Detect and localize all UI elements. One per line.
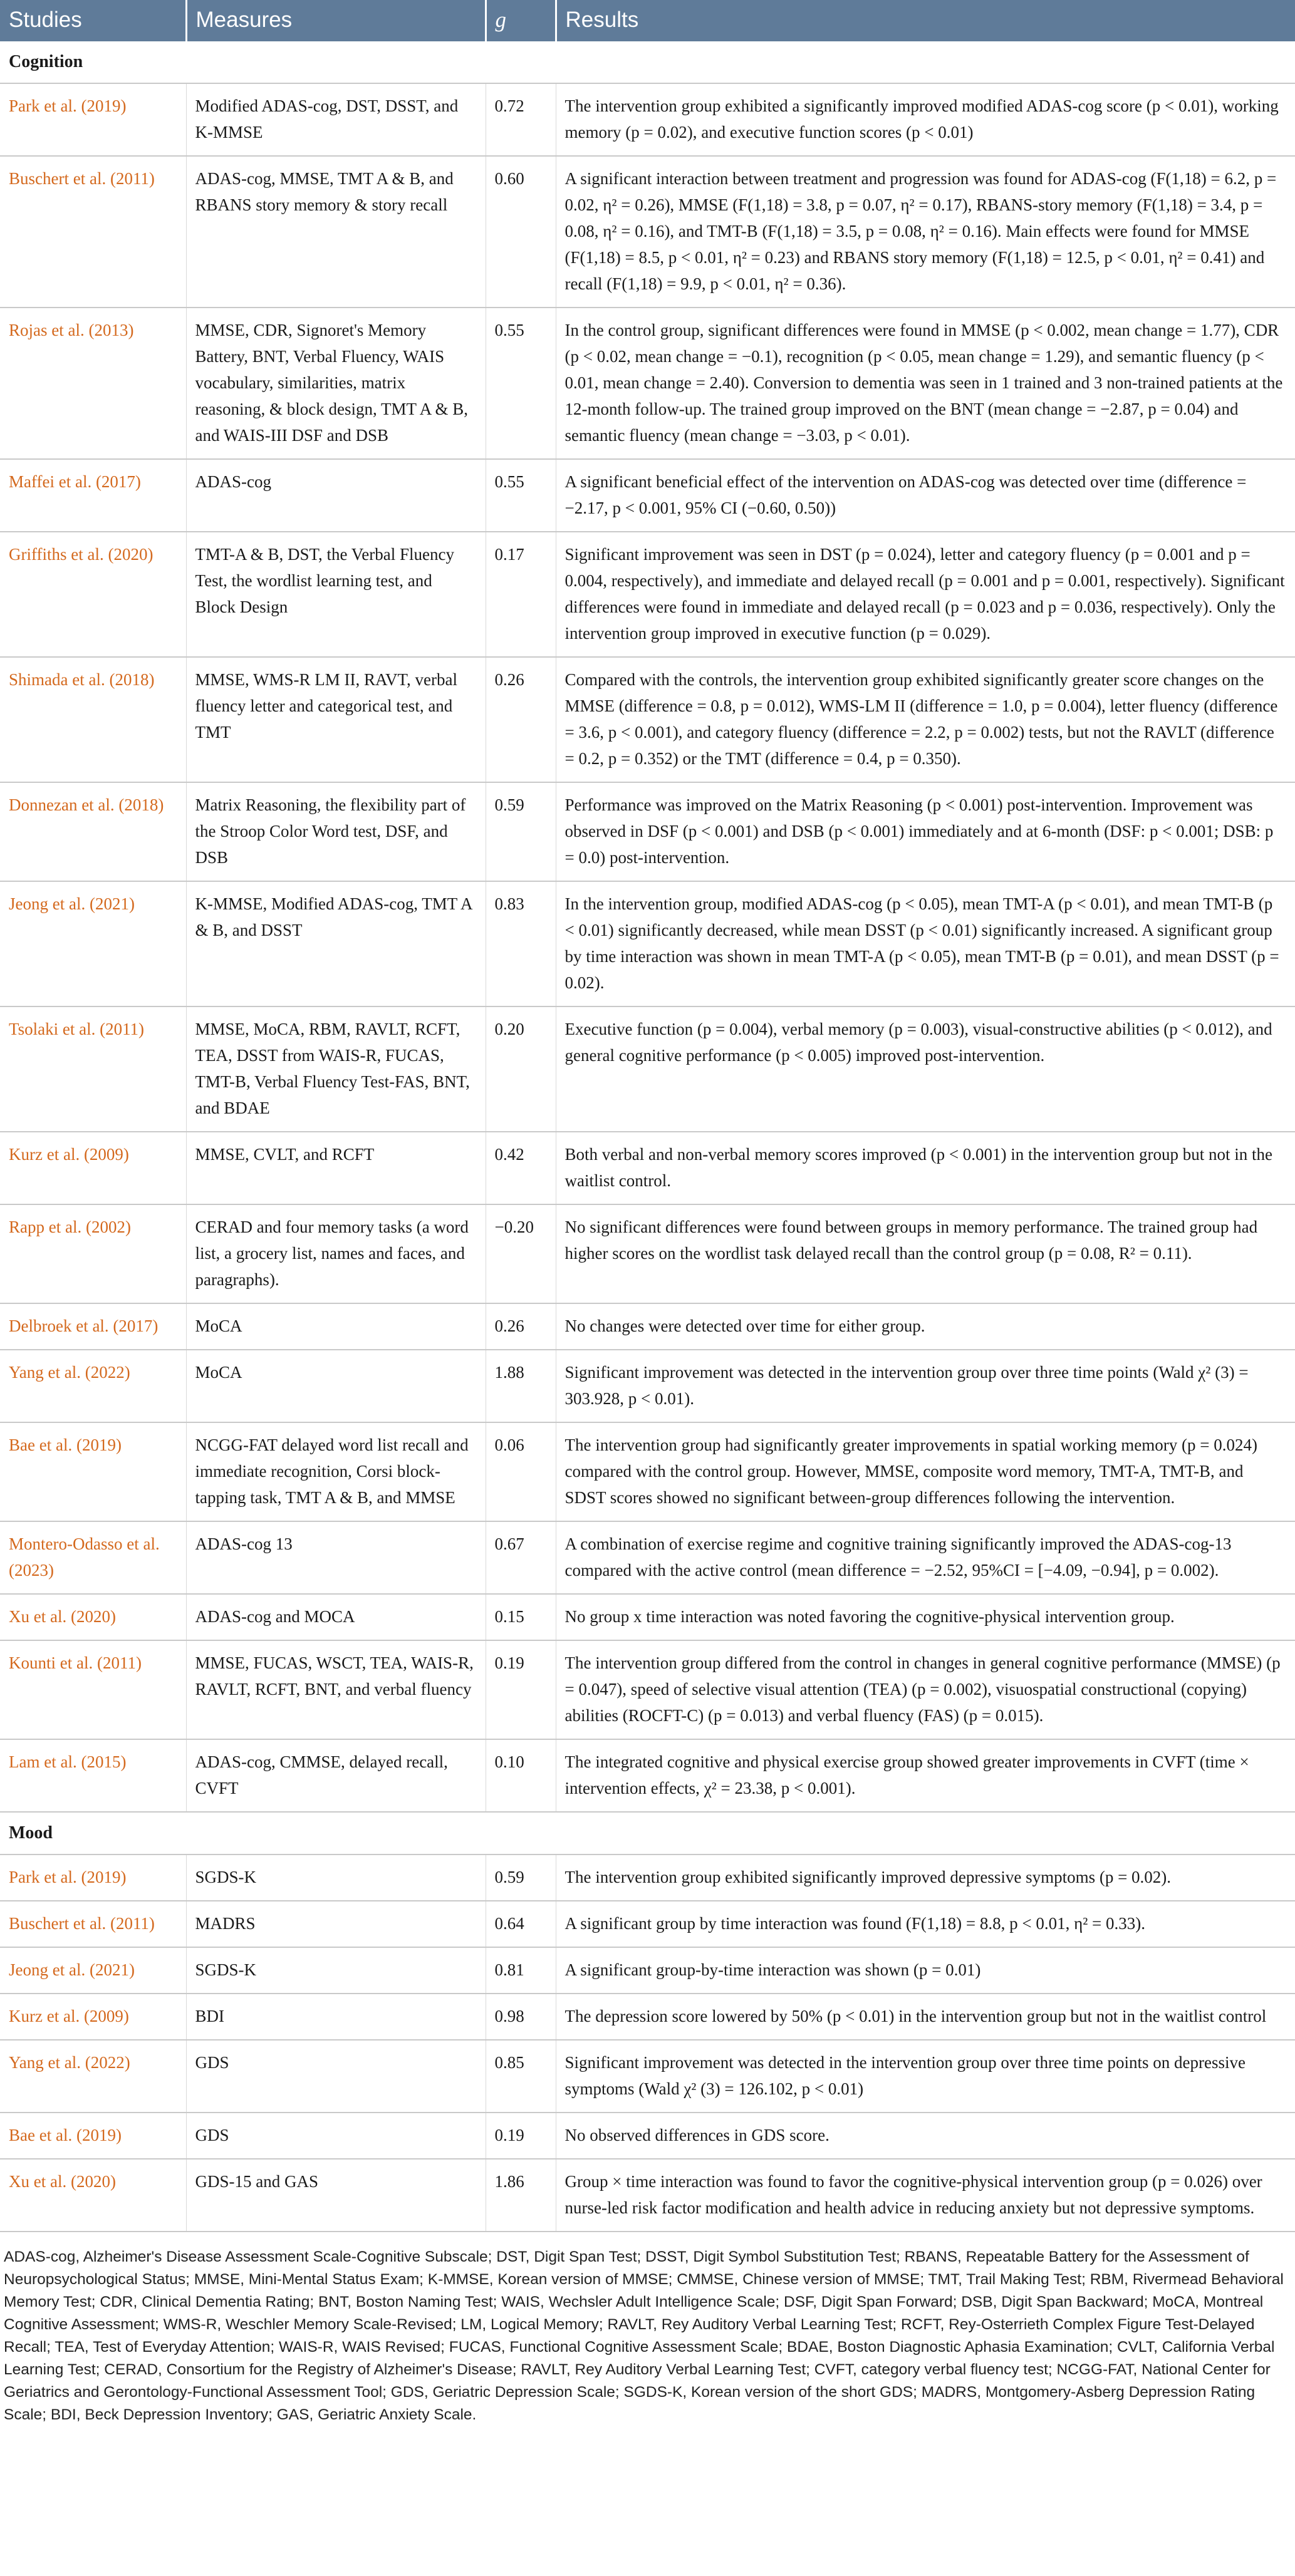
measures-cell: SGDS-K: [186, 1854, 486, 1901]
header-effect-size-g: g: [486, 0, 556, 41]
study-link[interactable]: Kounti et al. (2011): [0, 1640, 186, 1739]
results-cell: No significant differences were found between groups in memory performance. The trained group had higher scores on the wordlist task delayed recall than the control group (p = 0.08, R² = 0.11).: [556, 1204, 1295, 1303]
effect-size-cell: 0.72: [486, 83, 556, 156]
study-link[interactable]: Rojas et al. (2013): [0, 308, 186, 459]
measures-cell: ADAS-cog 13: [186, 1521, 486, 1594]
effect-size-cell: 0.06: [486, 1422, 556, 1521]
results-cell: Performance was improved on the Matrix Reasoning (p < 0.001) post-intervention. Improvement was observed in DSF (p < 0.001) and DSB (p < 0.001) immediately and at 6-month (DSF: p < 0.001; DSB: p = 0.0) post-intervention.: [556, 782, 1295, 881]
table-row: [0, 2040, 1295, 2113]
study-link[interactable]: Donnezan et al. (2018): [0, 782, 186, 881]
effect-size-cell: 0.59: [486, 782, 556, 881]
effect-size-cell: 0.83: [486, 881, 556, 1006]
effect-size-cell: 0.26: [486, 1303, 556, 1350]
measures-cell: MMSE, CVLT, and RCFT: [186, 1132, 486, 1204]
results-cell: Significant improvement was detected in the intervention group over three time points (Wald χ² (3) = 303.928, p < 0.01).: [556, 1350, 1295, 1422]
study-link[interactable]: Tsolaki et al. (2011): [0, 1006, 186, 1132]
table-row: [0, 1521, 1295, 1594]
results-cell: The depression score lowered by 50% (p < 0.01) in the intervention group but not in the waitlist control: [556, 1994, 1295, 2040]
table-row: [0, 2159, 1295, 2232]
measures-cell: MMSE, MoCA, RBM, RAVLT, RCFT, TEA, DSST from WAIS-R, FUCAS, TMT-B, Verbal Fluency Test-FAS, BNT, and BDAE: [186, 1006, 486, 1132]
effect-size-cell: 1.86: [486, 2159, 556, 2232]
results-cell: The intervention group exhibited a significantly improved modified ADAS-cog score (p < 0.01), working memory (p = 0.02), and executive function scores (p < 0.01): [556, 83, 1295, 156]
table-footnote: ADAS-cog, Alzheimer's Disease Assessment Scale-Cognitive Subscale; DST, Digit Span Test; DSST, Digit Symbol Substitution Test; RBANS, Repeatable Battery for the Assessment of Neuropsychological Status; MMSE, Mini-Mental Status Exam; K-MMSE, Korean version of MMSE; CMMSE, Chinese version of MMSE; TMT, Trail Making Test; RBM, Rivermead Behavioral Memory Test; CDR, Clinical Dementia Rating; BNT, Boston Naming Test; WAIS, Wechsler Adult Intelligence Scale; DSF, Digit Span Forward; DSB, Digit Span Backward; MoCA, Montreal Cognitive Assessment; WMS-R, Weschler Memory Scale-Revised; LM, Logical Memory; RAVLT, Rey Auditory Verbal Learning Test; RCFT, Rey-Osterrieth Complex Figure Test-Delayed Recall; TEA, Test of Everyday Attention; WAIS-R, WAIS Revised; FUCAS, Functional Cognitive Assessment Scale; BDAE, Boston Diagnostic Aphasia Examination; CVLT, California Verbal Learning Test; CERAD, Consortium for the Registry of Alzheimer's Disease; RAVLT, Rey Auditory Verbal Learning Test; CVFT, category verbal fluency test; NCGG-FAT, National Center for Geriatrics and Gerontology-Functional Assessment Tool; GDS, Geriatric Depression Scale; SGDS-K, Korean version of the short GDS; MADRS, Montgomery-Asberg Depression Rating Scale; BDI, Beck Depression Inventory; GAS, Geriatric Anxiety Scale.: [4, 2248, 1284, 2423]
measures-cell: NCGG-FAT delayed word list recall and immediate recognition, Corsi block-tapping task, TMT A & B, and MMSE: [186, 1422, 486, 1521]
header-results: Results: [556, 0, 1295, 41]
measures-cell: Modified ADAS-cog, DST, DSST, and K-MMSE: [186, 83, 486, 156]
study-link[interactable]: Park et al. (2019): [0, 1854, 186, 1901]
results-cell: No observed differences in GDS score.: [556, 2113, 1295, 2159]
table-row: [0, 1854, 1295, 1901]
results-cell: Group × time interaction was found to favor the cognitive-physical intervention group (p = 0.026) over nurse-led risk factor modification and health advice in reducing anxiety but not depressive symptoms.: [556, 2159, 1295, 2232]
effect-size-cell: 0.19: [486, 2113, 556, 2159]
effect-size-cell: 0.10: [486, 1739, 556, 1812]
effect-size-cell: 0.85: [486, 2040, 556, 2113]
measures-cell: ADAS-cog, CMMSE, delayed recall, CVFT: [186, 1739, 486, 1812]
table-row: [0, 1422, 1295, 1521]
results-cell: The intervention group differed from the control in changes in general cognitive performance (MMSE) (p = 0.047), speed of selective visual attention (TEA) (p = 0.002), visuospatial constructional (copying) abilities (ROCFT-C) (p = 0.013) and verbal fluency (FAS) (p = 0.015).: [556, 1640, 1295, 1739]
study-link[interactable]: Bae et al. (2019): [0, 2113, 186, 2159]
effect-size-cell: 0.19: [486, 1640, 556, 1739]
measures-cell: MADRS: [186, 1901, 486, 1947]
effect-size-cell: 0.81: [486, 1947, 556, 1994]
table-row: [0, 1640, 1295, 1739]
study-link[interactable]: Griffiths et al. (2020): [0, 532, 186, 657]
measures-cell: SGDS-K: [186, 1947, 486, 1994]
effect-size-cell: 0.60: [486, 156, 556, 308]
table-row: [0, 1303, 1295, 1350]
section-title: Mood: [0, 1812, 1295, 1854]
measures-cell: CERAD and four memory tasks (a word list, a grocery list, names and faces, and paragraphs).: [186, 1204, 486, 1303]
measures-cell: MoCA: [186, 1303, 486, 1350]
results-cell: The intervention group had significantly greater improvements in spatial working memory (p = 0.024) compared with the control group. However, MMSE, composite word memory, TMT-A, TMT-B, and SDST scores showed no significant between-group differences following the intervention.: [556, 1422, 1295, 1521]
header-measures: Measures: [186, 0, 486, 41]
effect-size-cell: 0.98: [486, 1994, 556, 2040]
effect-size-cell: 0.55: [486, 308, 556, 459]
table-header: [0, 0, 1295, 41]
table-row: [0, 881, 1295, 1006]
study-link[interactable]: Rapp et al. (2002): [0, 1204, 186, 1303]
measures-cell: MMSE, WMS-R LM II, RAVT, verbal fluency letter and categorical test, and TMT: [186, 657, 486, 782]
section-row-cognition: [0, 41, 1295, 83]
table-row: [0, 1947, 1295, 1994]
study-link[interactable]: Buschert et al. (2011): [0, 1901, 186, 1947]
effect-size-cell: 0.64: [486, 1901, 556, 1947]
section-row-mood: [0, 1812, 1295, 1854]
results-cell: In the intervention group, modified ADAS-cog (p < 0.05), mean TMT-A (p < 0.01), and mean TMT-B (p < 0.01) significantly decreased, while mean DSST (p < 0.01) significantly increased. A significant group by time interaction was shown in mean TMT-A (p < 0.05), mean TMT-B (p = 0.01), and mean DSST (p = 0.02).: [556, 881, 1295, 1006]
measures-cell: MoCA: [186, 1350, 486, 1422]
results-cell: A significant group by time interaction was found (F(1,18) = 8.8, p < 0.01, η² = 0.33).: [556, 1901, 1295, 1947]
effect-size-cell: 0.55: [486, 459, 556, 532]
measures-cell: K-MMSE, Modified ADAS-cog, TMT A & B, and DSST: [186, 881, 486, 1006]
table-row: [0, 1739, 1295, 1812]
effect-size-cell: 0.26: [486, 657, 556, 782]
measures-cell: MMSE, CDR, Signoret's Memory Battery, BNT, Verbal Fluency, WAIS vocabulary, similarities, matrix reasoning, & block design, TMT A & B, and WAIS-III DSF and DSB: [186, 308, 486, 459]
table-row: [0, 83, 1295, 156]
study-link[interactable]: Xu et al. (2020): [0, 2159, 186, 2232]
table-row: [0, 1132, 1295, 1204]
results-cell: The integrated cognitive and physical exercise group showed greater improvements in CVFT (time × intervention effects, χ² = 23.38, p < 0.001).: [556, 1739, 1295, 1812]
effect-size-cell: 1.88: [486, 1350, 556, 1422]
study-link[interactable]: Lam et al. (2015): [0, 1739, 186, 1812]
table-row: [0, 308, 1295, 459]
table-row: [0, 2113, 1295, 2159]
measures-cell: ADAS-cog and MOCA: [186, 1594, 486, 1640]
header-studies: Studies: [0, 0, 186, 41]
measures-cell: ADAS-cog, MMSE, TMT A & B, and RBANS story memory & story recall: [186, 156, 486, 308]
study-link[interactable]: Jeong et al. (2021): [0, 881, 186, 1006]
study-link[interactable]: Montero-Odasso et al. (2023): [0, 1521, 186, 1594]
table-row: [0, 657, 1295, 782]
study-link[interactable]: Yang et al. (2022): [0, 2040, 186, 2113]
table-row: [0, 459, 1295, 532]
measures-cell: Matrix Reasoning, the flexibility part of the Stroop Color Word test, DSF, and DSB: [186, 782, 486, 881]
results-cell: In the control group, significant differences were found in MMSE (p < 0.002, mean change = 1.77), CDR (p < 0.02, mean change = −0.1), recognition (p < 0.05, mean change = 1.29), and semantic fluency (p < 0.01, mean change = 2.40). Conversion to dementia was seen in 1 trained and 3 non-trained patients at the 12-month follow-up. The trained group improved on the BNT (mean change = −2.87, p = 0.04) and semantic fluency (mean change = −3.03, p < 0.01).: [556, 308, 1295, 459]
table-body: [0, 41, 1295, 2232]
results-cell: The intervention group exhibited significantly improved depressive symptoms (p = 0.02).: [556, 1854, 1295, 1901]
results-cell: Significant improvement was detected in the intervention group over three time points on depressive symptoms (Wald χ² (3) = 126.102, p < 0.01): [556, 2040, 1295, 2113]
results-cell: Compared with the controls, the intervention group exhibited significantly greater score changes on the MMSE (difference = 0.8, p = 0.012), WMS-LM II (difference = 1.0, p = 0.004), letter fluency (difference = 3.6, p < 0.001), and category fluency (difference = 2.2, p = 0.002) tests, but not the RAVLT (difference = 0.2, p = 0.352) or the TMT (difference = 0.4, p = 0.350).: [556, 657, 1295, 782]
measures-cell: TMT-A & B, DST, the Verbal Fluency Test, the wordlist learning test, and Block Design: [186, 532, 486, 657]
study-link[interactable]: Kurz et al. (2009): [0, 1994, 186, 2040]
effect-size-cell: 0.59: [486, 1854, 556, 1901]
results-cell: A significant beneficial effect of the intervention on ADAS-cog was detected over time (difference = −2.17, p < 0.001, 95% CI (−0.60, 0.50)): [556, 459, 1295, 532]
study-link[interactable]: Xu et al. (2020): [0, 1594, 186, 1640]
study-link[interactable]: Park et al. (2019): [0, 83, 186, 156]
table-row: [0, 1204, 1295, 1303]
results-cell: Significant improvement was seen in DST (p = 0.024), letter and category fluency (p = 0.001 and p = 0.004, respectively), and immediate and delayed recall (p = 0.001 and p = 0.001, respectively). Significant differences were found in immediate and delayed recall (p = 0.023 and p = 0.036, respectively). Only the intervention group improved in executive function (p = 0.029).: [556, 532, 1295, 657]
effect-size-cell: 0.20: [486, 1006, 556, 1132]
measures-cell: GDS: [186, 2040, 486, 2113]
measures-cell: GDS: [186, 2113, 486, 2159]
study-link[interactable]: Bae et al. (2019): [0, 1422, 186, 1521]
measures-cell: GDS-15 and GAS: [186, 2159, 486, 2232]
results-cell: Both verbal and non-verbal memory scores improved (p < 0.001) in the intervention group but not in the waitlist control.: [556, 1132, 1295, 1204]
effect-size-cell: 0.67: [486, 1521, 556, 1594]
results-cell: No group x time interaction was noted favoring the cognitive-physical intervention group.: [556, 1594, 1295, 1640]
study-link[interactable]: Delbroek et al. (2017): [0, 1303, 186, 1350]
results-cell: Executive function (p = 0.004), verbal memory (p = 0.003), visual-constructive abilities (p < 0.012), and general cognitive performance (p < 0.005) improved post-intervention.: [556, 1006, 1295, 1132]
table-row: [0, 1901, 1295, 1947]
measures-cell: ADAS-cog: [186, 459, 486, 532]
table-row: [0, 1350, 1295, 1422]
table-row: [0, 156, 1295, 308]
results-cell: A significant group-by-time interaction was shown (p = 0.01): [556, 1947, 1295, 1994]
study-link[interactable]: Shimada et al. (2018): [0, 657, 186, 782]
results-cell: A combination of exercise regime and cognitive training significantly improved the ADAS-cog-13 compared with the active control (mean difference = −2.52, 95%CI = [−4.09, −0.94], p = 0.002).: [556, 1521, 1295, 1594]
table-row: [0, 1594, 1295, 1640]
effect-size-cell: 0.17: [486, 532, 556, 657]
study-link[interactable]: Yang et al. (2022): [0, 1350, 186, 1422]
measures-cell: BDI: [186, 1994, 486, 2040]
study-link[interactable]: Kurz et al. (2009): [0, 1132, 186, 1204]
table-row: [0, 782, 1295, 881]
table-row: [0, 1006, 1295, 1132]
study-link[interactable]: Buschert et al. (2011): [0, 156, 186, 308]
effect-size-cell: −0.20: [486, 1204, 556, 1303]
study-link[interactable]: Jeong et al. (2021): [0, 1947, 186, 1994]
results-cell: No changes were detected over time for either group.: [556, 1303, 1295, 1350]
results-cell: A significant interaction between treatment and progression was found for ADAS-cog (F(1,18) = 6.2, p = 0.02, η² = 0.26), MMSE (F(1,18) = 3.8, p = 0.07, η² = 0.17), RBANS-story memory (F(1,18) = 3.4, p = 0.08, η² = 0.16), and TMT-B (F(1,18) = 3.5, p = 0.08, η² = 0.16). Main effects were found for MMSE (F(1,18) = 8.5, p < 0.01, η² = 0.23) and RBANS story memory (F(1,18) = 12.5, p < 0.01, η² = 0.41) and recall (F(1,18) = 9.9, p < 0.01, η² = 0.36).: [556, 156, 1295, 308]
effect-size-cell: 0.15: [486, 1594, 556, 1640]
measures-cell: MMSE, FUCAS, WSCT, TEA, WAIS-R, RAVLT, RCFT, BNT, and verbal fluency: [186, 1640, 486, 1739]
table-row: [0, 532, 1295, 657]
table-row: [0, 1994, 1295, 2040]
study-link[interactable]: Maffei et al. (2017): [0, 459, 186, 532]
section-title: Cognition: [0, 41, 1295, 83]
effect-size-cell: 0.42: [486, 1132, 556, 1204]
